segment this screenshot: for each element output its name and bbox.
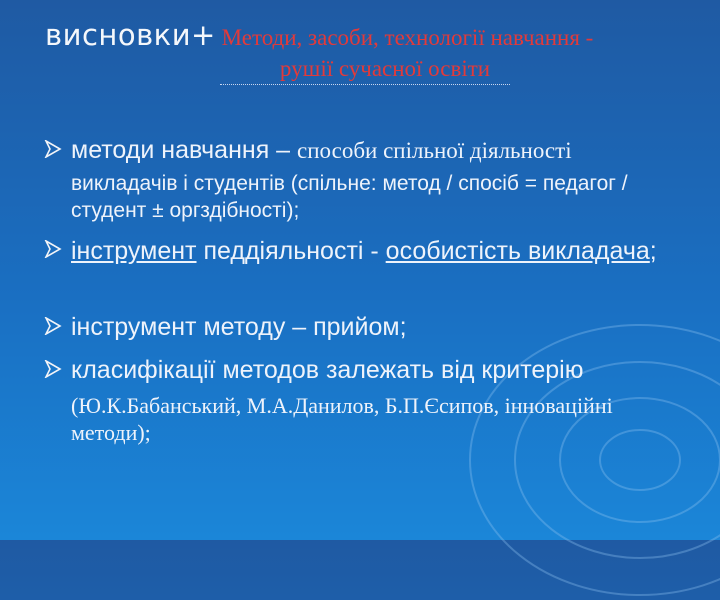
bullet-4-continuation: (Ю.К.Бабанський, М.А.Данилов, Б.П.Єсипов, інноваційні методи); <box>71 393 613 445</box>
title-rest: Методи, засоби, технології навчання - <box>215 25 594 50</box>
arrow-bullet-icon <box>44 317 62 335</box>
bullet-2-term: інструмент <box>71 237 197 265</box>
bullet-item-2 <box>44 236 694 267</box>
title-lead: висновки+ <box>45 18 216 52</box>
bullet-2-end: ; <box>649 237 657 265</box>
bullet-2-text: особистість викладача <box>385 237 650 265</box>
bullet-1-continuation: викладачів і студентів (спільне: метод / спосіб = педагог / студент ± оргздібності); <box>71 172 628 222</box>
bullet-4-text: класифікації методов залежать від критерію <box>71 356 584 384</box>
title-line2: рушії сучасної освіти <box>220 56 510 85</box>
arrow-bullet-icon <box>44 240 62 258</box>
slide-title <box>45 18 685 85</box>
bullet-item-4 <box>44 356 694 446</box>
bullet-1-term: методи навчання <box>71 136 270 164</box>
arrow-bullet-icon <box>44 360 62 378</box>
bullet-1-dash: – <box>269 136 298 164</box>
bullet-item-1 <box>44 136 694 224</box>
bullet-item-3 <box>44 313 694 341</box>
bullet-2-mid: педдіяльності - <box>196 237 386 265</box>
bullet-1-text: способи спільної діяльності <box>297 138 572 163</box>
bullet-3-text: інструмент методу – прийом; <box>71 313 407 341</box>
arrow-bullet-icon <box>44 140 62 158</box>
